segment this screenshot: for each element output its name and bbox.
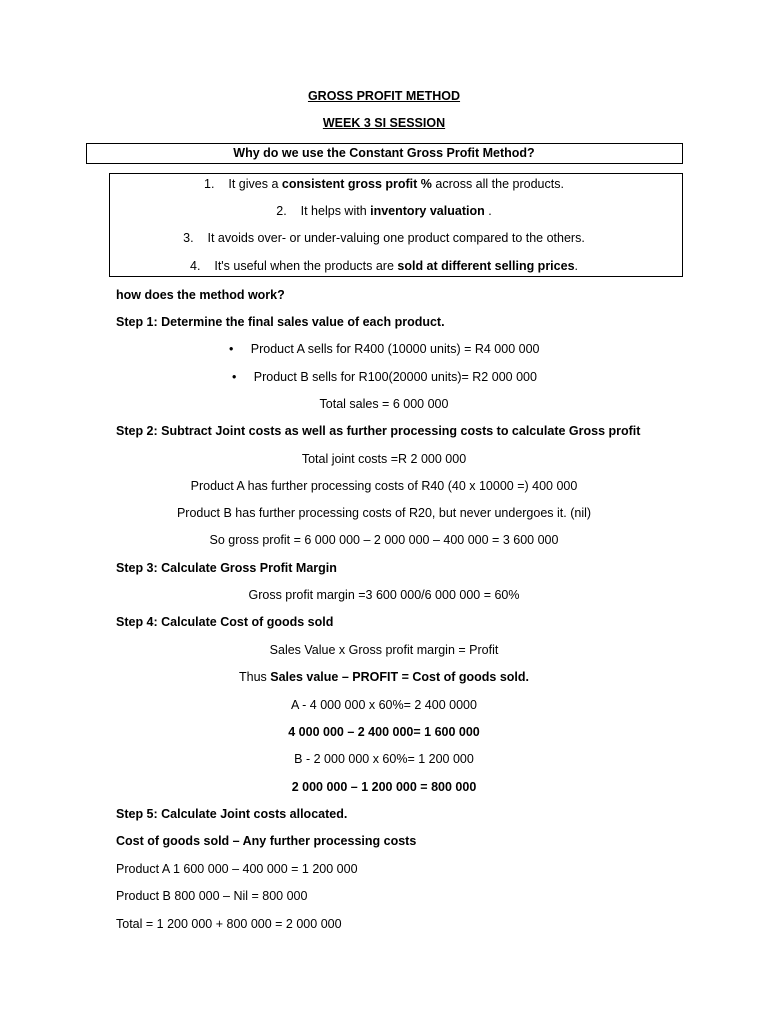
step3-heading: Step 3: Calculate Gross Profit Margin	[116, 561, 337, 575]
step4-heading: Step 4: Calculate Cost of goods sold	[116, 615, 334, 629]
how-heading: how does the method work?	[116, 288, 285, 302]
step2-line: Product A has further processing costs of R40 (40 x 10000 =) 400 000	[190, 479, 578, 493]
reason-number: 2.	[276, 204, 287, 218]
reason-text: It gives a	[228, 177, 282, 191]
step3-line: Gross profit margin =3 600 000/6 000 000 = 60%	[248, 588, 520, 602]
reason-item	[0, 230, 768, 246]
reason-text-end: .	[484, 204, 492, 218]
reason-item	[0, 203, 768, 219]
step4-b-result: 2 000 000 – 1 200 000 = 800 000	[291, 780, 477, 794]
reason-item	[0, 258, 768, 274]
reason-item	[0, 176, 768, 192]
question-text: Why do we use the Constant Gross Profit Method?	[233, 146, 535, 160]
step4-thus	[0, 669, 768, 685]
step5-line: Total = 1 200 000 + 800 000 = 2 000 000	[116, 917, 342, 931]
reason-number: 3.	[183, 231, 194, 245]
reason-number: 4.	[190, 259, 201, 273]
step4-a-result: 4 000 000 – 2 400 000= 1 600 000	[288, 725, 480, 739]
bullet-icon: •	[232, 370, 237, 384]
reason-emphasis: sold at different selling prices	[397, 259, 575, 273]
reason-text: It helps with	[300, 204, 371, 218]
reason-text: It avoids over- or under-valuing one product compared to the others.	[207, 231, 585, 245]
reason-text-end: across all the products.	[431, 177, 564, 191]
step2-line: Product B has further processing costs of R20, but never undergoes it. (nil)	[176, 506, 592, 520]
reason-emphasis: inventory valuation	[370, 204, 485, 218]
step4-b-calc: B - 2 000 000 x 60%= 1 200 000	[294, 752, 474, 766]
reason-emphasis: consistent gross profit %	[281, 177, 432, 191]
thus-emphasis: Sales value – PROFIT = Cost of goods sold.	[270, 670, 529, 684]
thus-prefix: Thus	[239, 670, 271, 684]
reason-text-end: .	[574, 259, 578, 273]
step4-a-calc: A - 4 000 000 x 60%= 2 400 0000	[291, 698, 477, 712]
bullet-item	[232, 369, 537, 385]
step1-heading: Step 1: Determine the final sales value of each product.	[116, 315, 445, 329]
step2-heading: Step 2: Subtract Joint costs as well as further processing costs to calculate Gross profit	[116, 424, 641, 438]
step5-line: Product A 1 600 000 – 400 000 = 1 200 000	[116, 862, 358, 876]
total-sales: Total sales = 6 000 000	[319, 397, 449, 411]
step2-line: Total joint costs =R 2 000 000	[301, 452, 467, 466]
bullet-item	[229, 341, 540, 357]
document-subtitle: WEEK 3 SI SESSION	[322, 116, 446, 130]
bullet-text: Product B sells for R100(20000 units)= R2 000 000	[253, 370, 537, 384]
step2-line: So gross profit = 6 000 000 – 2 000 000 – 400 000 = 3 600 000	[209, 533, 559, 547]
reason-text: It's useful when the products are	[214, 259, 398, 273]
reason-number: 1.	[204, 177, 215, 191]
bullet-icon: •	[229, 342, 234, 356]
step5-line: Product B 800 000 – Nil = 800 000	[116, 889, 308, 903]
step5-subheading: Cost of goods sold – Any further processing costs	[116, 834, 417, 848]
step5-heading: Step 5: Calculate Joint costs allocated.	[116, 807, 348, 821]
document-title: GROSS PROFIT METHOD	[307, 89, 461, 103]
step4-formula: Sales Value x Gross profit margin = Profit	[269, 643, 499, 657]
bullet-text: Product A sells for R400 (10000 units) = R4 000 000	[250, 342, 540, 356]
